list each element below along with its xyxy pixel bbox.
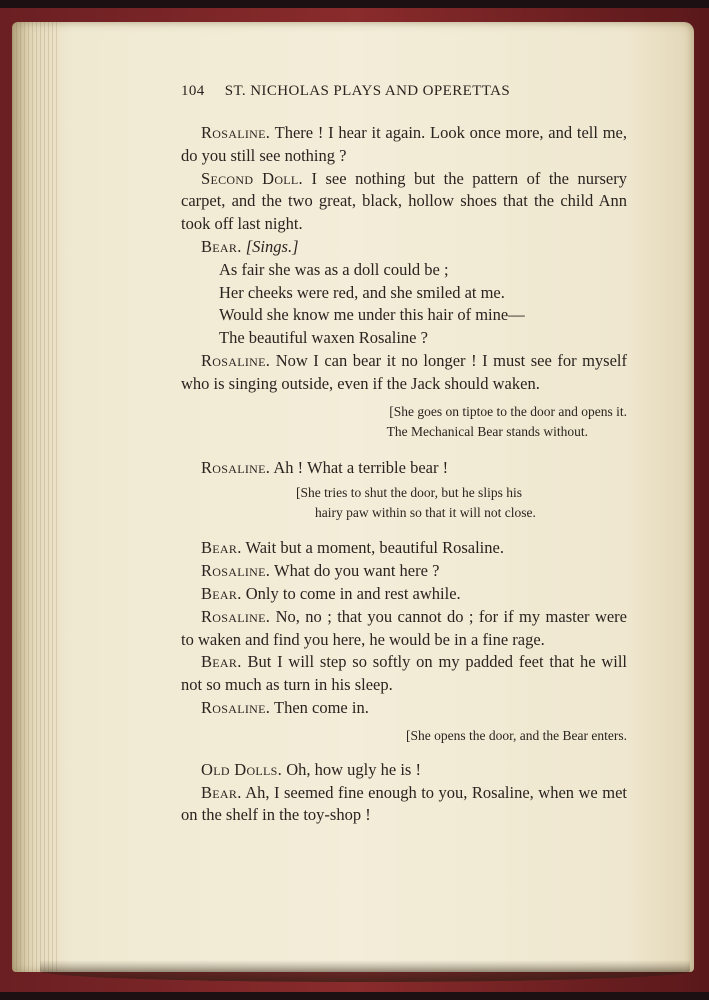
dialogue-text: Ah, I seemed fine enough to you, Rosaline, when we met on the shelf in the toy-shop ! [181, 782, 627, 825]
running-title: ST. NICHOLAS PLAYS AND OPERETTAS [224, 83, 511, 99]
speaker-name: Bear. [201, 236, 242, 256]
dialogue-text: No, no ; that you cannot do ; for if my master were to waken and find you here, he would be in a fine rage. [181, 606, 627, 649]
speaker-name: Bear. [201, 652, 242, 672]
dialogue-text: Ah ! What a terrible bear ! [270, 457, 449, 477]
dialogue-text: Then come in. [270, 697, 369, 717]
stage-direction-line: [She opens the door, and the Bear enters. [405, 727, 627, 743]
stage-direction [181, 726, 627, 746]
song-line: As fair she was as a doll could be ; [219, 259, 449, 279]
speaker-name: Rosaline. [201, 350, 271, 370]
stage-direction-line: [She goes on tiptoe to the door and opens it. [389, 403, 627, 419]
speaker-name: Rosaline. [201, 123, 271, 142]
speaker-name: Bear. [201, 782, 242, 802]
dialogue-line [181, 537, 627, 560]
page-bottom-shadow [40, 960, 690, 982]
page-edges [12, 22, 60, 972]
dialogue-line [181, 583, 627, 606]
dialogue-line [181, 782, 627, 828]
stage-direction [181, 402, 627, 442]
dialogue-line [181, 697, 627, 720]
speaker-name: Bear. [201, 583, 242, 603]
speaker-name: Old Dolls. [201, 759, 283, 779]
page-text [181, 80, 627, 827]
dialogue-text: Only to come in and rest awhile. [241, 583, 461, 603]
speaker-name: Second Doll. [201, 168, 303, 188]
dialogue-line [181, 457, 627, 480]
dialogue-line [181, 759, 627, 782]
dialogue-line [181, 560, 627, 583]
song-line: Her cheeks were red, and she smiled at me. [219, 282, 505, 302]
speaker-name: Rosaline. [201, 606, 271, 626]
speaker-name: Rosaline. [201, 561, 271, 581]
dialogue-text: I see nothing but the pattern of the nursery carpet, and the two great, black, hollow shoes that the child Ann took off last night. [181, 168, 628, 234]
stage-direction-line: [She tries to shut the door, but he slips his [296, 485, 522, 501]
stage-direction [181, 483, 627, 523]
dialogue-line [181, 168, 627, 236]
dialogue-text: Oh, how ugly he is ! [282, 759, 421, 779]
dialogue-text: Now I can bear it no longer ! I must see for myself who is singing outside, even if the Jack should waken. [181, 350, 627, 393]
running-header [181, 80, 627, 102]
stage-direction-line: The Mechanical Bear stands without. [386, 423, 588, 439]
dialogue-text: [Sings.] [241, 236, 299, 256]
song-line: The beautiful waxen Rosaline ? [219, 328, 428, 348]
dialogue-line [181, 236, 627, 259]
dialogue-text: What do you want here ? [270, 561, 440, 581]
page-number: 104 [181, 83, 205, 99]
dialogue-line [181, 651, 627, 697]
speaker-name: Rosaline. [201, 457, 271, 477]
speaker-name: Bear. [201, 538, 242, 558]
song-line: Would she know me under this hair of mine— [219, 305, 525, 325]
speaker-name: Rosaline. [201, 697, 271, 717]
dialogue-line [181, 122, 627, 168]
dialogue-line [181, 350, 627, 396]
stage-direction-line: hairy paw within so that it will not close. [315, 505, 536, 521]
dialogue-text: But I will step so softly on my padded feet that he will not so much as turn in his sleep. [181, 652, 627, 695]
dialogue-text: Wait but a moment, beautiful Rosaline. [241, 538, 504, 558]
dialogue-text: There ! I hear it again. Look once more, and tell me, do you still see nothing ? [181, 123, 627, 165]
dialogue-line [181, 606, 627, 652]
